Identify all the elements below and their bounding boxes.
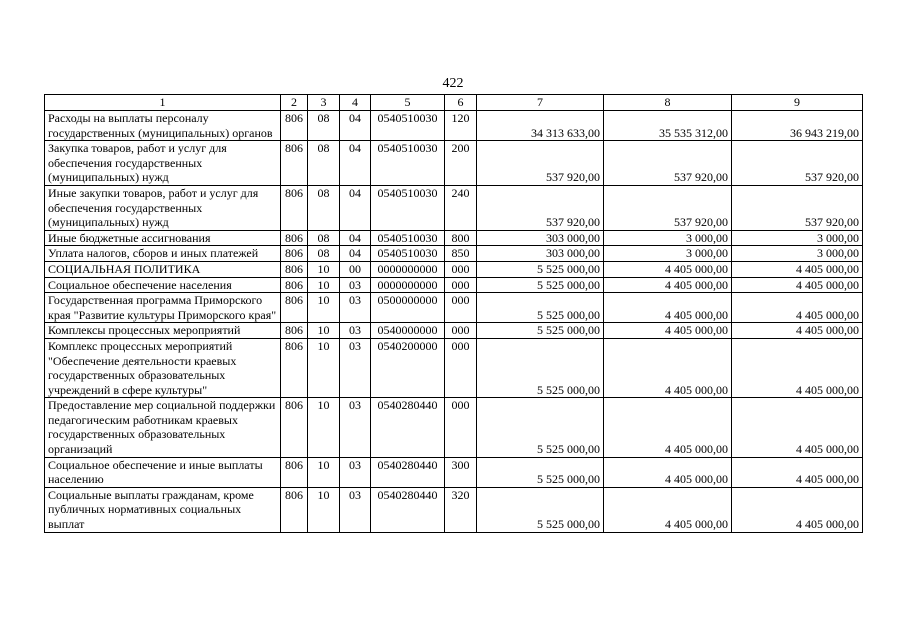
row-expense-type-cell: 000 [445, 323, 477, 339]
row-subsection-cell: 03 [340, 338, 371, 397]
amount-value: 4 405 000,00 [796, 277, 859, 292]
row-amount-col7-cell [477, 111, 604, 141]
row-subsection-cell: 03 [340, 293, 371, 323]
row-expense-type-cell: 000 [445, 398, 477, 457]
row-admin-code-cell: 806 [281, 398, 308, 457]
row-amount-col9-cell [732, 338, 863, 397]
row-amount-col8-cell [604, 246, 732, 262]
header-cell-1: 1 [45, 95, 281, 111]
row-name-cell: Государственная программа Приморского края "Развитие культуры Приморского края" [45, 293, 281, 323]
row-subsection-cell: 03 [340, 487, 371, 532]
row-name-cell: Комплекс процессных мероприятий "Обеспечение деятельности краевых государственных образовательных учреждений в сфере культуры" [45, 338, 281, 397]
row-amount-col9-cell [732, 230, 863, 246]
amount-value: 4 405 000,00 [665, 277, 728, 292]
row-amount-col7-cell [477, 487, 604, 532]
row-admin-code-cell: 806 [281, 277, 308, 293]
table-row [45, 261, 863, 277]
row-amount-col7-cell [477, 185, 604, 230]
row-amount-col9-cell [732, 293, 863, 323]
amount-value: 537 920,00 [805, 215, 859, 230]
amount-value: 5 525 000,00 [537, 442, 600, 457]
row-subsection-cell: 04 [340, 185, 371, 230]
amount-value: 4 405 000,00 [796, 261, 859, 276]
row-admin-code-cell: 806 [281, 185, 308, 230]
row-amount-col7-cell [477, 293, 604, 323]
row-target-article-cell: 0540200000 [371, 338, 445, 397]
row-admin-code-cell: 806 [281, 323, 308, 339]
row-name-cell: Социальное обеспечение населения [45, 277, 281, 293]
row-section-cell: 10 [308, 398, 340, 457]
row-expense-type-cell: 120 [445, 111, 477, 141]
row-amount-col7-cell [477, 141, 604, 186]
row-expense-type-cell: 300 [445, 457, 477, 487]
table-row [45, 111, 863, 141]
row-target-article-cell: 0540280440 [371, 398, 445, 457]
row-target-article-cell: 0540510030 [371, 185, 445, 230]
table-row [45, 185, 863, 230]
row-section-cell: 08 [308, 185, 340, 230]
row-name-cell: Расходы на выплаты персоналу государственных (муниципальных) органов [45, 111, 281, 141]
header-cell-2: 2 [281, 95, 308, 111]
row-amount-col8-cell [604, 185, 732, 230]
header-cell-3: 3 [308, 95, 340, 111]
row-target-article-cell: 0500000000 [371, 293, 445, 323]
row-section-cell: 10 [308, 277, 340, 293]
row-admin-code-cell: 806 [281, 261, 308, 277]
row-target-article-cell: 0540510030 [371, 141, 445, 186]
amount-value: 537 920,00 [805, 170, 859, 185]
row-subsection-cell: 03 [340, 277, 371, 293]
row-amount-col8-cell [604, 230, 732, 246]
amount-value: 5 525 000,00 [537, 323, 600, 338]
table-row [45, 230, 863, 246]
row-section-cell: 08 [308, 246, 340, 262]
amount-value: 5 525 000,00 [537, 261, 600, 276]
row-name-cell: Уплата налогов, сборов и иных платежей [45, 246, 281, 262]
row-name-cell: СОЦИАЛЬНАЯ ПОЛИТИКА [45, 261, 281, 277]
row-amount-col9-cell [732, 457, 863, 487]
amount-value: 4 405 000,00 [665, 382, 728, 397]
amount-value: 4 405 000,00 [796, 472, 859, 487]
header-cell-4: 4 [340, 95, 371, 111]
row-amount-col9-cell [732, 246, 863, 262]
row-subsection-cell: 04 [340, 141, 371, 186]
row-expense-type-cell: 240 [445, 185, 477, 230]
amount-value: 5 525 000,00 [537, 307, 600, 322]
amount-value: 537 920,00 [674, 215, 728, 230]
amount-value: 36 943 219,00 [790, 125, 859, 140]
row-amount-col7-cell [477, 246, 604, 262]
row-amount-col9-cell [732, 111, 863, 141]
amount-value: 4 405 000,00 [665, 307, 728, 322]
row-expense-type-cell: 000 [445, 293, 477, 323]
row-section-cell: 10 [308, 293, 340, 323]
amount-value: 5 525 000,00 [537, 472, 600, 487]
row-name-cell: Предоставление мер социальной поддержки педагогическим работникам краевых государственных образовательных организаций [45, 398, 281, 457]
row-amount-col9-cell [732, 323, 863, 339]
amount-value: 5 525 000,00 [537, 382, 600, 397]
row-amount-col8-cell [604, 261, 732, 277]
amount-value: 537 920,00 [546, 170, 600, 185]
row-name-cell: Иные закупки товаров, работ и услуг для обеспечения государственных (муниципальных) нужд [45, 185, 281, 230]
row-amount-col9-cell [732, 277, 863, 293]
row-admin-code-cell: 806 [281, 487, 308, 532]
amount-value: 537 920,00 [674, 170, 728, 185]
row-section-cell: 10 [308, 487, 340, 532]
row-section-cell: 10 [308, 338, 340, 397]
table-row [45, 457, 863, 487]
amount-value: 3 000,00 [686, 246, 728, 261]
row-admin-code-cell: 806 [281, 230, 308, 246]
row-amount-col8-cell [604, 323, 732, 339]
row-section-cell: 08 [308, 230, 340, 246]
row-target-article-cell: 0540280440 [371, 457, 445, 487]
header-cell-7: 7 [477, 95, 604, 111]
row-expense-type-cell: 800 [445, 230, 477, 246]
amount-value: 4 405 000,00 [665, 472, 728, 487]
row-section-cell: 10 [308, 457, 340, 487]
row-target-article-cell: 0540510030 [371, 246, 445, 262]
row-target-article-cell: 0000000000 [371, 277, 445, 293]
row-expense-type-cell: 200 [445, 141, 477, 186]
row-target-article-cell: 0540510030 [371, 111, 445, 141]
row-target-article-cell: 0000000000 [371, 261, 445, 277]
amount-value: 4 405 000,00 [796, 323, 859, 338]
row-name-cell: Комплексы процессных мероприятий [45, 323, 281, 339]
row-expense-type-cell: 850 [445, 246, 477, 262]
row-amount-col7-cell [477, 338, 604, 397]
header-cell-9: 9 [732, 95, 863, 111]
row-admin-code-cell: 806 [281, 141, 308, 186]
row-expense-type-cell: 000 [445, 277, 477, 293]
row-amount-col9-cell [732, 261, 863, 277]
row-admin-code-cell: 806 [281, 111, 308, 141]
row-section-cell: 08 [308, 111, 340, 141]
row-subsection-cell: 04 [340, 111, 371, 141]
header-cell-5: 5 [371, 95, 445, 111]
amount-value: 303 000,00 [546, 230, 600, 245]
table-row [45, 487, 863, 532]
amount-value: 537 920,00 [546, 215, 600, 230]
amount-value: 4 405 000,00 [665, 517, 728, 532]
row-amount-col7-cell [477, 398, 604, 457]
row-amount-col7-cell [477, 457, 604, 487]
row-expense-type-cell: 000 [445, 261, 477, 277]
row-name-cell: Иные бюджетные ассигнования [45, 230, 281, 246]
row-subsection-cell: 00 [340, 261, 371, 277]
row-amount-col9-cell [732, 185, 863, 230]
row-target-article-cell: 0540510030 [371, 230, 445, 246]
row-admin-code-cell: 806 [281, 246, 308, 262]
row-name-cell: Социальное обеспечение и иные выплаты населению [45, 457, 281, 487]
table-row [45, 246, 863, 262]
row-subsection-cell: 03 [340, 457, 371, 487]
row-target-article-cell: 0540000000 [371, 323, 445, 339]
row-amount-col8-cell [604, 457, 732, 487]
row-amount-col8-cell [604, 141, 732, 186]
row-amount-col9-cell [732, 487, 863, 532]
row-target-article-cell: 0540280440 [371, 487, 445, 532]
row-amount-col8-cell [604, 398, 732, 457]
row-subsection-cell: 04 [340, 230, 371, 246]
amount-value: 4 405 000,00 [665, 261, 728, 276]
row-amount-col7-cell [477, 277, 604, 293]
row-amount-col8-cell [604, 487, 732, 532]
row-subsection-cell: 03 [340, 398, 371, 457]
table-row [45, 323, 863, 339]
row-amount-col7-cell [477, 261, 604, 277]
table-row [45, 141, 863, 186]
row-admin-code-cell: 806 [281, 293, 308, 323]
amount-value: 4 405 000,00 [796, 442, 859, 457]
table-row [45, 338, 863, 397]
amount-value: 3 000,00 [686, 230, 728, 245]
amount-value: 5 525 000,00 [537, 517, 600, 532]
row-amount-col9-cell [732, 398, 863, 457]
header-cell-6: 6 [445, 95, 477, 111]
amount-value: 3 000,00 [817, 246, 859, 261]
row-admin-code-cell: 806 [281, 457, 308, 487]
row-amount-col7-cell [477, 323, 604, 339]
row-amount-col8-cell [604, 338, 732, 397]
row-section-cell: 10 [308, 261, 340, 277]
amount-value: 303 000,00 [546, 246, 600, 261]
amount-value: 4 405 000,00 [796, 307, 859, 322]
amount-value: 5 525 000,00 [537, 277, 600, 292]
row-section-cell: 10 [308, 323, 340, 339]
header-row [45, 95, 863, 111]
budget-table [44, 94, 863, 533]
header-cell-8: 8 [604, 95, 732, 111]
row-amount-col9-cell [732, 141, 863, 186]
amount-value: 4 405 000,00 [665, 442, 728, 457]
row-admin-code-cell: 806 [281, 338, 308, 397]
row-amount-col8-cell [604, 293, 732, 323]
amount-value: 34 313 633,00 [531, 125, 600, 140]
row-amount-col8-cell [604, 277, 732, 293]
table-row [45, 293, 863, 323]
table-row [45, 277, 863, 293]
row-name-cell: Закупка товаров, работ и услуг для обеспечения государственных (муниципальных) нужд [45, 141, 281, 186]
table-row [45, 398, 863, 457]
row-amount-col7-cell [477, 230, 604, 246]
amount-value: 4 405 000,00 [796, 382, 859, 397]
amount-value: 4 405 000,00 [665, 323, 728, 338]
row-section-cell: 08 [308, 141, 340, 186]
page-number: 422 [442, 76, 464, 91]
amount-value: 3 000,00 [817, 230, 859, 245]
row-name-cell: Социальные выплаты гражданам, кроме публичных нормативных социальных выплат [45, 487, 281, 532]
amount-value: 4 405 000,00 [796, 517, 859, 532]
row-subsection-cell: 04 [340, 246, 371, 262]
row-subsection-cell: 03 [340, 323, 371, 339]
row-expense-type-cell: 000 [445, 338, 477, 397]
amount-value: 35 535 312,00 [659, 125, 728, 140]
row-expense-type-cell: 320 [445, 487, 477, 532]
row-amount-col8-cell [604, 111, 732, 141]
